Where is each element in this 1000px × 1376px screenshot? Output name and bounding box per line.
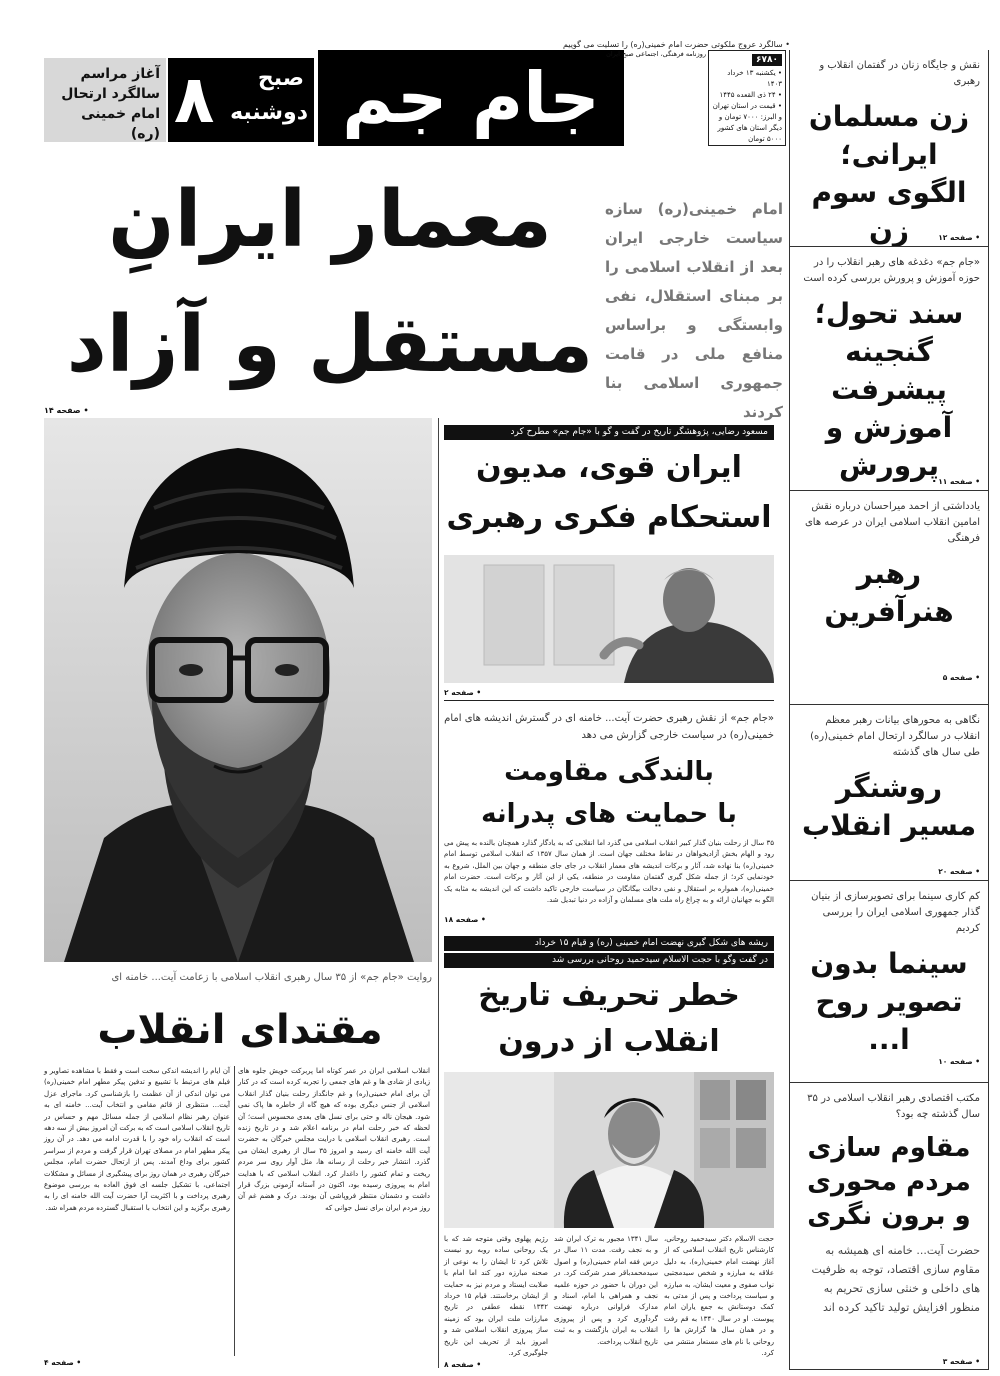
history-column-left: رژیم پهلوی وقتی متوجه شد که با یک روحانی ساده روبه رو نیست تلاش کرد تا ایشان را به نوعی از صحنه مبارزه دور کند اما امام با صلابت ایستاد و مردم نیز به حمایت از ایشان برخاستند. قیام ۱۵ خرداد ۱۳۴۲ نقطه عطفی در تاریخ مبارزات ملت ایران بود که زمینه ساز پیروزی انقلاب اسلامی شد و امروز باید از تحریف این تاریخ جلوگیری کرد.: [444, 1235, 549, 1358]
interview-photo-illustration: [444, 555, 774, 683]
sidebar-kicker: نگاهی به محورهای بیانات رهبر معظم انقلاب در سالگرد ارتحال امام خمینی(ره) طی سال های گذشته: [810, 715, 980, 758]
sidebar-story-cinema[interactable]: [790, 880, 988, 1070]
history-title-line-1[interactable]: خطر تحریف تاریخ: [478, 978, 740, 1013]
sidebar-title[interactable]: روشنگر مسیر انقلاب: [801, 771, 977, 842]
resistance-kicker: «جام جم» از نقش رهبری حضرت آیت... خامنه ای در گسترش اندیشه های امام خمینی(ره) در سیاست خارجی گزارش می دهد: [444, 713, 774, 741]
sidebar-kicker: یادداشتی از احمد میراحسان درباره نقش امامین انقلاب اسلامی ایران در عرصه های فرهنگی: [804, 501, 980, 544]
sidebar-page-ref: • صفحه ۱۱: [938, 477, 980, 486]
issue-line: • قیمت در استان تهران: [712, 102, 782, 110]
interview-title-line-2[interactable]: استحکام فکری رهبری: [446, 500, 772, 535]
history-title-line-2[interactable]: انقلاب از درون: [498, 1024, 720, 1059]
sidebar-kicker: مکتب اقتصادی رهبر انقلاب اسلامی در ۳۵ سال گذشته چه بود؟: [807, 1093, 980, 1120]
sidebar-story-culture[interactable]: [790, 490, 988, 686]
sidebar-story-women[interactable]: [790, 50, 988, 246]
ceremony-box: آغاز مراسم سالگرد ارتحال امام خمینی (ره): [44, 58, 166, 142]
sidebar-page-ref: • صفحه ۳: [942, 1357, 980, 1366]
history-kicker-1: ریشه های شکل گیری نهضت امام خمینی (ره) و قیام ۱۵ خرداد: [444, 936, 774, 951]
divider-rule: [444, 700, 774, 701]
sidebar-title[interactable]: رهبر هنرآفرین: [824, 557, 954, 628]
history-column-right: حجت الاسلام دکتر سیدحمید روحانی، کارشناس تاریخ انقلاب اسلامی که از آغاز نهضت امام خمینی(ره)، به دلیل علاقه به مبارزه و شخص سیدمجتبی نواب صفوی و معیت ایشان، به مبارزه و سیاست پرداخت و پس از مدتی به کمک دوستانش به جمع یاران امام پیوست. او در سال ۱۳۴۰ به قم رفت و در همان سال ها گزارش ها را روحانی با نام های مستعار منتشر می کرد.: [664, 1235, 774, 1358]
portrait-illustration: [44, 418, 432, 962]
resistance-title-line-2[interactable]: با حمایت های پدرانه: [481, 799, 737, 829]
leader-page-ref: • صفحه ۴: [44, 1358, 82, 1367]
issue-line: • ۲۴ ذی القعده ۱۴۴۵: [719, 91, 782, 99]
sidebar-page-ref: • صفحه ۱۲: [938, 233, 980, 242]
interview-title-line-1[interactable]: ایران قوی، مدیون: [476, 450, 742, 485]
masthead-logo: جام جم: [318, 50, 624, 146]
top-strip: • سالگرد عروج ملکوتی حضرت امام خمینی(ره) را تسلیت می گوییم: [562, 40, 790, 49]
sidebar: [789, 50, 989, 1370]
main-headline-line-2[interactable]: مستقل و آزاد: [66, 300, 594, 390]
sidebar-title[interactable]: سینما بدون تصویر روح ا...: [810, 947, 968, 1056]
sidebar-page-ref: • صفحه ۱۰: [938, 1057, 980, 1066]
issue-line: دیگر استان های کشور: [717, 124, 782, 132]
issue-line: و البرز: ۷۰۰۰ تومان و: [718, 113, 782, 121]
sidebar-page-ref: • صفحه ۲۰: [938, 867, 980, 876]
main-page-ref: • صفحه ۱۴: [44, 406, 89, 415]
main-headline-line-1[interactable]: معمار ایرانِ: [108, 175, 552, 265]
resistance-body: ۳۵ سال از رحلت بنیان گذار کبیر انقلاب اسلامی می گذرد اما انقلابی که به یادگار گذارد همچنان بالنده به پیش می رود و الهام بخش آزادیخواهان در نقاط مختلف جهان است. از همان سال ۱۳۵۷ که انقلاب اسلامی توسط امام خمینی(ره) بنا نهاده شد، آثار و برکات اندیشه های معمار انقلاب در جای جای منطقه و جهان بین الملل، شروع به خودنمایی کرد؛ از جمله شکل گیری گفتمان مقاومت در منطقه، یکی از این آثار و برکات است. حضرت امام خمینی(ره)، همواره بر استقلال و نفی دخالت بیگانگان در سیاست خارجی تاکید داشت که این اندیشه به مثابه یک الگو به جهانیان ارائه و به چراغ راه ملت های مسلمان و آزاده در دنیا تبدیل شد.: [444, 839, 774, 905]
interview-photo: [444, 555, 774, 683]
leader-story-column-left: آن ایام را اندیشه اندکی سخت است و فقط با مشاهده تصاویر و فیلم های مرتبط با تشییع و تدفین پیکر مطهر امام خمینی(ره) می توان اندکی از آن عظمت را بازشناسی کرد. ماجرای عزل آیت... منتظری از قائم مقامی و انتخاب آیت... خامنه ای به عنوان رهبر نظام اسلامی از جمله مسائل مهم و حساس در تاریخ انقلاب اسلامی است که به برکت آن امروز بیش از سه دهه است که انقلاب راه خود را با قدرت ادامه می دهد. در آن روز پیکر مطهر امام در مصلای تهران قرار گرفت و مردم از سراسر کشور برای وداع آمدند. پس از ارتحال حضرت امام، مجلس خبرگان رهبری در همان روز برای پیشگیری از مسائل و مشکلات اجتماعی، با تشکیل جلسه ای فوق العاده به بررسی موضوع رهبری پرداخت و با اکثریت آرا حضرت آیت الله خامنه ای را به رهبری برگزید و این انتخاب با استقبال گسترده مردم همراه شد.: [44, 1067, 230, 1212]
sidebar-kicker: «جام جم» دغدغه های رهبر انقلاب را در حوزه آموزش و پرورش بررسی کرده است: [803, 257, 980, 284]
column-divider: [234, 1066, 235, 1356]
resistance-page-ref: • صفحه ۱۸: [444, 915, 486, 924]
issue-line: ۵۰۰۰ تومان: [748, 135, 782, 143]
date-weekday: دوشنبه: [230, 100, 308, 125]
leader-story-title[interactable]: مقتدای انقلاب: [97, 1007, 383, 1053]
interview-kicker: مسعود رضایی، پژوهشگر تاریخ در گفت و گو با «جام جم» مطرح کرد: [444, 425, 774, 440]
sidebar-title[interactable]: سند تحول؛ گنجینه پیشرفت آموزش و پرورش: [814, 297, 964, 482]
sidebar-title[interactable]: مقاوم سازی مردم محوری و برون نگری: [807, 1133, 971, 1231]
sidebar-page-ref: • صفحه ۵: [942, 673, 980, 682]
portrait-caption: روایت «جام جم» از ۳۵ سال رهبری انقلاب اسلامی با زعامت آیت... خامنه ای: [111, 972, 432, 983]
issue-number: ۶۷۸۰: [752, 54, 782, 66]
date-day-number: ۸: [174, 61, 215, 138]
issue-info-box: [708, 50, 786, 146]
history-column-middle: سال ۱۳۴۱ مجبور به ترک ایران شد و به نجف رفت. مدت ۱۱ سال در درس فقه امام خمینی(ره) و اصول سیدمحمدباقر صدر شرکت کرد. در این دوران با حضور در حوزه علمیه نجف و همراهی با امام، اسناد و مدارک فراوانی درباره نهضت گردآوری کرد و پس از پیروزی انقلاب به ایران بازگشت و به ثبت تاریخ انقلاب پرداخت.: [554, 1235, 658, 1346]
sidebar-title[interactable]: زن مسلمان ایرانی؛ الگوی سوم زن: [808, 100, 970, 247]
sidebar-story-speeches[interactable]: [790, 704, 988, 880]
sidebar-story-education[interactable]: [790, 246, 988, 490]
date-box: [168, 58, 314, 142]
history-kicker-2: در گفت وگو با حجت الاسلام سیدحمید روحانی بررسی شد: [444, 953, 774, 968]
masthead-tagline: روزنامه فرهنگی، اجتماعی صبح ایران: [606, 50, 706, 58]
sidebar-body: حضرت آیت... خامنه ای همیشه به مقاوم سازی اقتصاد، توجه به ظرفیت های داخلی و خنثی سازی تحریم به منظور افزایش تولید تاکید کرده اند: [811, 1244, 980, 1314]
main-lead: امام خمینی(ره) سازه سیاست خارجی ایران بعد از انقلاب اسلامی را بر مبنای استقلال، نفی وابستگی و براساس منافع ملی در قامت جمهوری اسلامی بنا کردند: [605, 200, 783, 421]
issue-line: • یکشنبه ۱۳ خرداد ۱۴۰۳: [727, 69, 782, 88]
sidebar-kicker: کم کاری سینما برای تصویرسازی از بنیان گذار جمهوری اسلامی ایران را بررسی کردیم: [811, 891, 980, 934]
history-photo-illustration: [444, 1072, 774, 1228]
sidebar-story-economy[interactable]: [790, 1082, 988, 1370]
leader-story-column-right: انقلاب اسلامی ایران در عمر کوتاه اما پربرکت خویش جلوه های زیادی از شادی ها و غم های جمعی را تجربه کرده است که در کنار آن برای امام خمینی(ره) و غم جانگداز رحلت بنیان گذار انقلاب اسلامی از جنس دیگری بوده که هیچ گاه از خاطره ها پاک نمی شود. هیجان ناله و حتی برای نسل های بعدی محسوس است؛ آن لحظه که خبر رحلت امام در برنامه اعلام شد و در تاریخ زنده است. رهبری انقلاب اسلامی با درایت مجلس خبرگان به حضرت آیت الله خامنه ای رسید و امروز ۳۵ سال از رهبری ایشان می گذرد. انتشار خبر رحلت از رسانه ها، مثل آوار روی سر مردم ریخت و تمام کشور را داغدار کرد. انقلاب اسلامی که با هدایت امام به پیروزی رسیده بود، اکنون در آستانه آزمونی بزرگ قرار داشت و دشمنان منتظر فروپاشی آن بودند. درک و هضم غم آن روز مردم ایران برای نسل جوانی که: [238, 1067, 431, 1212]
date-sobh: صبح: [257, 66, 304, 91]
interview-page-ref: • صفحه ۲: [444, 688, 482, 697]
history-photo: [444, 1072, 774, 1228]
leader-portrait: [44, 418, 432, 962]
resistance-title-line-1[interactable]: بالندگی مقاومت: [504, 757, 714, 787]
column-divider: [438, 418, 439, 1368]
sidebar-kicker: نقش و جایگاه زنان در گفتمان انقلاب و رهبری: [819, 60, 980, 87]
history-page-ref: • صفحه ۸: [444, 1360, 482, 1369]
